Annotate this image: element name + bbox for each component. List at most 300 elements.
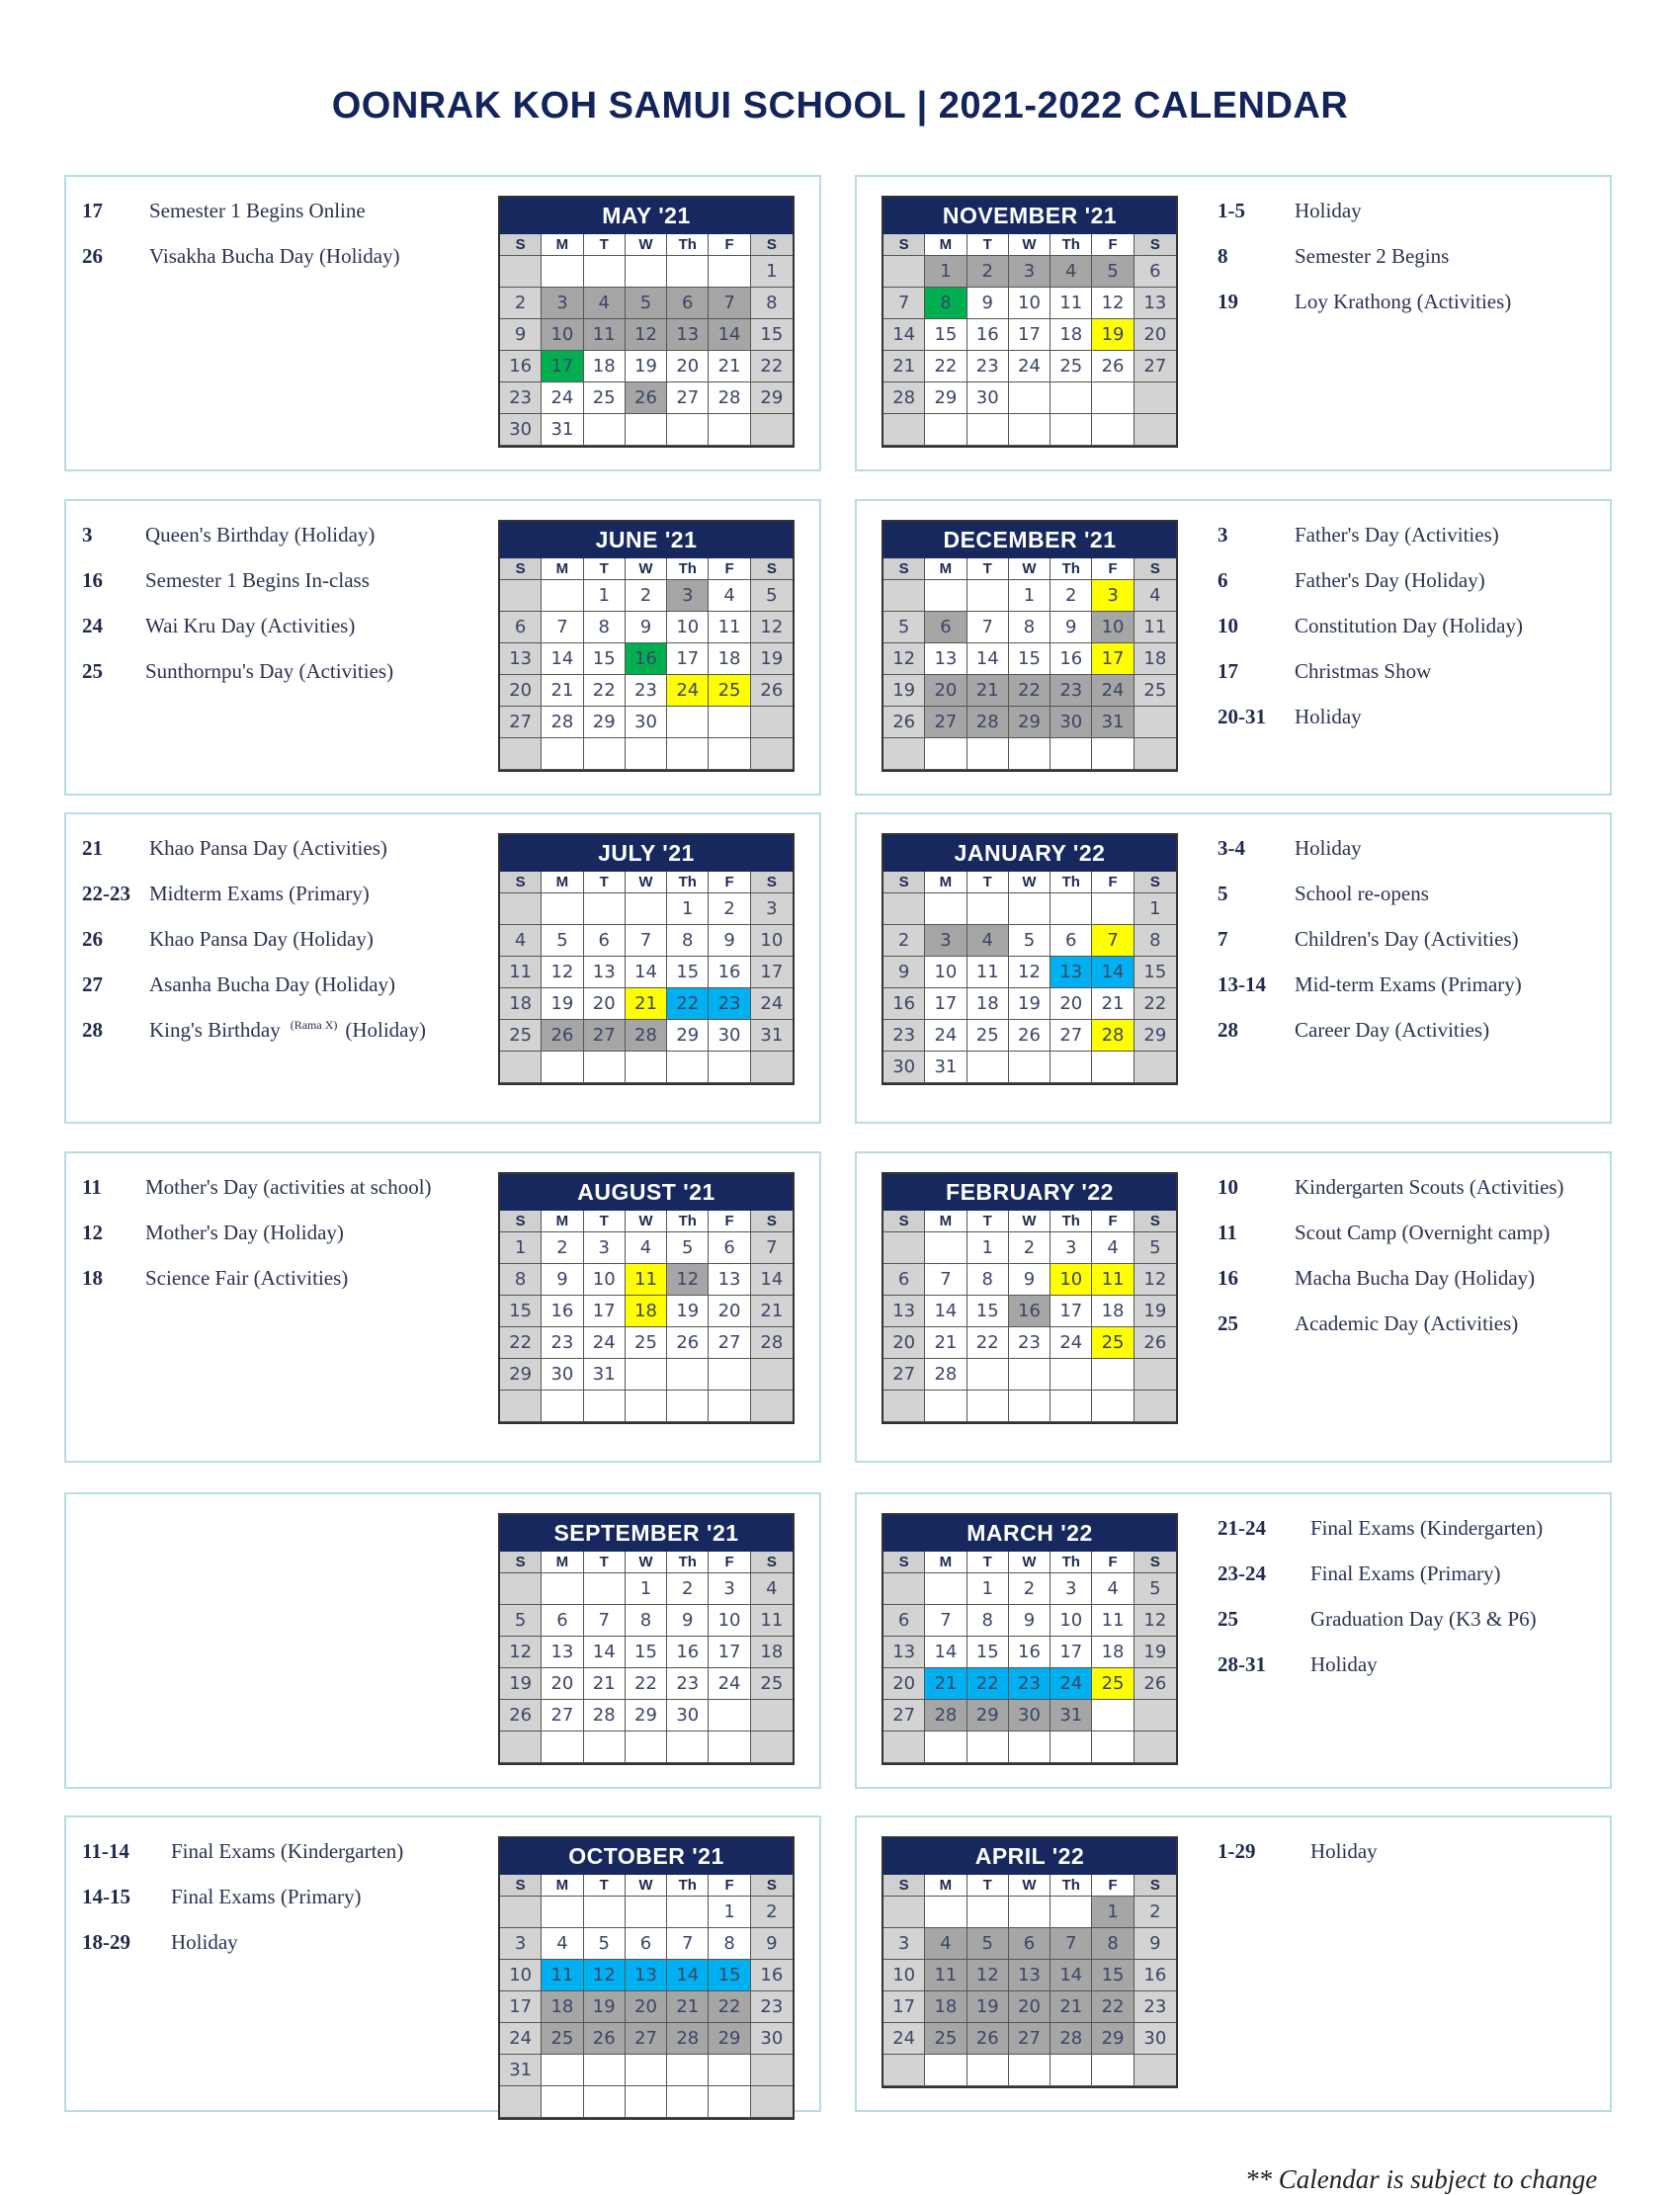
weekday-header: S bbox=[1134, 1552, 1176, 1573]
month-section-jun21 bbox=[64, 499, 821, 796]
day-cell: 12 bbox=[751, 612, 793, 643]
empty-cell bbox=[1050, 1897, 1092, 1928]
day-cell: 1 bbox=[500, 1232, 542, 1264]
day-cell: 26 bbox=[542, 1020, 583, 1052]
event-item bbox=[1218, 568, 1603, 614]
day-cell: 28 bbox=[925, 1359, 966, 1391]
day-cell: 26 bbox=[1134, 1668, 1176, 1700]
events-list bbox=[1218, 523, 1603, 750]
day-cell: 5 bbox=[626, 288, 667, 319]
day-grid bbox=[883, 234, 1176, 446]
day-cell: 1 bbox=[925, 256, 966, 288]
events-list bbox=[1218, 1175, 1603, 1357]
day-cell: 31 bbox=[1092, 707, 1134, 738]
day-cell: 7 bbox=[1092, 925, 1134, 957]
empty-cell bbox=[1009, 738, 1050, 770]
empty-cell bbox=[709, 2055, 750, 2086]
event-description: Khao Pansa Day (Holiday) bbox=[149, 927, 374, 951]
empty-cell bbox=[584, 1731, 626, 1763]
day-cell: 20 bbox=[667, 351, 709, 382]
event-description: School re-opens bbox=[1295, 882, 1429, 905]
day-cell: 27 bbox=[883, 1359, 925, 1391]
empty-cell bbox=[500, 1052, 542, 1083]
weekday-header: S bbox=[751, 1552, 793, 1573]
day-cell: 12 bbox=[626, 319, 667, 351]
event-description: Scout Camp (Overnight camp) bbox=[1295, 1221, 1551, 1244]
day-cell: 2 bbox=[1134, 1897, 1176, 1928]
weekday-header: W bbox=[1009, 1875, 1050, 1897]
day-cell: 7 bbox=[542, 612, 583, 643]
empty-cell bbox=[542, 1391, 583, 1422]
day-cell: 17 bbox=[542, 351, 583, 382]
event-description: Mother's Day (activities at school) bbox=[145, 1175, 432, 1199]
empty-cell bbox=[1050, 893, 1092, 925]
weekday-header: W bbox=[1009, 558, 1050, 580]
empty-cell bbox=[883, 580, 925, 612]
empty-cell bbox=[925, 580, 966, 612]
day-cell: 19 bbox=[500, 1668, 542, 1700]
day-cell: 15 bbox=[500, 1296, 542, 1327]
weekday-header: S bbox=[1134, 1211, 1176, 1232]
day-cell: 6 bbox=[1050, 925, 1092, 957]
day-cell: 17 bbox=[667, 643, 709, 675]
events-list bbox=[1218, 836, 1603, 1063]
day-cell: 24 bbox=[883, 2023, 925, 2055]
empty-cell bbox=[1050, 1731, 1092, 1763]
day-cell: 23 bbox=[1134, 1991, 1176, 2023]
day-cell: 6 bbox=[542, 1605, 583, 1637]
weekday-header: T bbox=[967, 1552, 1009, 1573]
empty-cell bbox=[751, 1731, 793, 1763]
event-description: Holiday bbox=[1295, 836, 1362, 860]
day-cell: 2 bbox=[500, 288, 542, 319]
day-cell: 22 bbox=[967, 1668, 1009, 1700]
day-cell: 8 bbox=[751, 288, 793, 319]
day-cell: 5 bbox=[751, 580, 793, 612]
day-cell: 9 bbox=[1050, 612, 1092, 643]
day-cell: 26 bbox=[883, 707, 925, 738]
day-cell: 4 bbox=[626, 1232, 667, 1264]
month-calendar bbox=[882, 1513, 1178, 1765]
weekday-header: M bbox=[542, 1552, 583, 1573]
day-cell: 1 bbox=[967, 1232, 1009, 1264]
empty-cell bbox=[1092, 382, 1134, 414]
event-description: Holiday bbox=[1310, 1652, 1378, 1676]
empty-cell bbox=[1050, 414, 1092, 446]
month-section-dec21 bbox=[855, 499, 1612, 796]
month-calendar bbox=[498, 833, 795, 1085]
weekday-header: M bbox=[542, 234, 583, 256]
day-cell: 15 bbox=[1009, 643, 1050, 675]
empty-cell bbox=[584, 256, 626, 288]
empty-cell bbox=[925, 414, 966, 446]
empty-cell bbox=[1092, 1391, 1134, 1422]
event-description: Children's Day (Activities) bbox=[1295, 927, 1519, 951]
day-cell: 17 bbox=[751, 957, 793, 988]
weekday-header: S bbox=[1134, 234, 1176, 256]
weekday-header: S bbox=[883, 1211, 925, 1232]
empty-cell bbox=[1050, 738, 1092, 770]
day-cell: 12 bbox=[967, 1960, 1009, 1991]
empty-cell bbox=[883, 1391, 925, 1422]
weekday-header: W bbox=[1009, 872, 1050, 893]
day-cell: 1 bbox=[626, 1573, 667, 1605]
day-cell: 26 bbox=[1009, 1020, 1050, 1052]
day-cell: 5 bbox=[1092, 256, 1134, 288]
weekday-header: Th bbox=[667, 872, 709, 893]
weekday-header: Th bbox=[667, 1552, 709, 1573]
weekday-header: Th bbox=[1050, 234, 1092, 256]
day-cell: 4 bbox=[584, 288, 626, 319]
day-cell: 28 bbox=[883, 382, 925, 414]
day-cell: 24 bbox=[1092, 675, 1134, 707]
month-title: DECEMBER '21 bbox=[883, 522, 1176, 558]
empty-cell bbox=[709, 738, 750, 770]
weekday-header: Th bbox=[667, 234, 709, 256]
events-list bbox=[82, 523, 477, 705]
weekday-header: Th bbox=[1050, 1875, 1092, 1897]
day-cell: 6 bbox=[883, 1264, 925, 1296]
day-cell: 26 bbox=[967, 2023, 1009, 2055]
day-cell: 19 bbox=[1134, 1296, 1176, 1327]
empty-cell bbox=[626, 1731, 667, 1763]
day-cell: 23 bbox=[709, 988, 750, 1020]
day-cell: 30 bbox=[1134, 2023, 1176, 2055]
month-section-sep21 bbox=[64, 1492, 821, 1789]
day-cell: 1 bbox=[1092, 1897, 1134, 1928]
day-cell: 28 bbox=[1092, 1020, 1134, 1052]
event-date: 25 bbox=[82, 659, 103, 683]
day-grid bbox=[883, 558, 1176, 770]
day-cell: 30 bbox=[667, 1700, 709, 1731]
day-cell: 17 bbox=[1050, 1637, 1092, 1668]
day-cell: 15 bbox=[584, 643, 626, 675]
day-cell: 25 bbox=[967, 1020, 1009, 1052]
day-cell: 9 bbox=[751, 1928, 793, 1960]
day-cell: 9 bbox=[883, 957, 925, 988]
day-cell: 11 bbox=[500, 957, 542, 988]
month-title: OCTOBER '21 bbox=[500, 1838, 793, 1875]
weekday-header: T bbox=[584, 1552, 626, 1573]
event-date: 28 bbox=[82, 1018, 103, 1042]
event-item bbox=[1218, 705, 1603, 750]
month-title: MARCH '22 bbox=[883, 1515, 1176, 1552]
day-cell: 19 bbox=[967, 1991, 1009, 2023]
event-item bbox=[82, 1175, 477, 1221]
event-date: 17 bbox=[1218, 659, 1238, 683]
month-title: AUGUST '21 bbox=[500, 1174, 793, 1211]
day-cell: 13 bbox=[709, 1264, 750, 1296]
page-title: OONRAK KOH SAMUI SCHOOL | 2021-2022 CALENDAR bbox=[331, 85, 1349, 127]
day-cell: 1 bbox=[967, 1573, 1009, 1605]
day-cell: 20 bbox=[1009, 1991, 1050, 2023]
event-date: 22-23 bbox=[82, 882, 130, 905]
day-cell: 28 bbox=[925, 1700, 966, 1731]
event-item bbox=[1218, 1562, 1603, 1607]
empty-cell bbox=[667, 1391, 709, 1422]
month-section-nov21 bbox=[855, 175, 1612, 471]
day-cell: 7 bbox=[925, 1264, 966, 1296]
day-cell: 3 bbox=[1050, 1232, 1092, 1264]
empty-cell bbox=[626, 2055, 667, 2086]
empty-cell bbox=[1092, 738, 1134, 770]
day-cell: 31 bbox=[584, 1359, 626, 1391]
empty-cell bbox=[1134, 1052, 1176, 1083]
day-cell: 26 bbox=[1134, 1327, 1176, 1359]
events-list bbox=[82, 836, 477, 1063]
day-cell: 8 bbox=[1134, 925, 1176, 957]
empty-cell bbox=[967, 1897, 1009, 1928]
day-cell: 8 bbox=[667, 925, 709, 957]
weekday-header: T bbox=[584, 234, 626, 256]
day-cell: 2 bbox=[1009, 1573, 1050, 1605]
empty-cell bbox=[667, 414, 709, 446]
day-cell: 19 bbox=[1092, 319, 1134, 351]
event-description: Loy Krathong (Activities) bbox=[1295, 290, 1512, 313]
event-item bbox=[82, 1930, 477, 1976]
event-item bbox=[82, 1018, 477, 1063]
day-cell: 11 bbox=[542, 1960, 583, 1991]
day-cell: 20 bbox=[925, 675, 966, 707]
weekday-header: F bbox=[1092, 1552, 1134, 1573]
day-cell: 13 bbox=[626, 1960, 667, 1991]
weekday-header: S bbox=[500, 1211, 542, 1232]
empty-cell bbox=[500, 256, 542, 288]
empty-cell bbox=[883, 1897, 925, 1928]
empty-cell bbox=[967, 1731, 1009, 1763]
event-description: Constitution Day (Holiday) bbox=[1295, 614, 1523, 637]
event-item bbox=[82, 614, 477, 659]
day-cell: 8 bbox=[925, 288, 966, 319]
month-calendar bbox=[498, 1836, 795, 2120]
month-calendar bbox=[882, 833, 1178, 1085]
day-cell: 29 bbox=[626, 1700, 667, 1731]
empty-cell bbox=[1092, 414, 1134, 446]
day-cell: 24 bbox=[667, 675, 709, 707]
day-cell: 7 bbox=[709, 288, 750, 319]
day-cell: 22 bbox=[626, 1668, 667, 1700]
month-title: JULY '21 bbox=[500, 835, 793, 872]
event-description-tail: (Holiday) bbox=[345, 1018, 427, 1042]
event-item bbox=[1218, 1266, 1603, 1311]
event-item bbox=[1218, 244, 1603, 290]
weekday-header: F bbox=[709, 1875, 750, 1897]
event-date: 21 bbox=[82, 836, 103, 860]
empty-cell bbox=[709, 707, 750, 738]
empty-cell bbox=[542, 580, 583, 612]
day-cell: 25 bbox=[709, 675, 750, 707]
event-date: 11 bbox=[82, 1175, 102, 1199]
empty-cell bbox=[925, 1391, 966, 1422]
event-date: 14-15 bbox=[82, 1885, 130, 1908]
day-cell: 8 bbox=[1009, 612, 1050, 643]
weekday-header: F bbox=[709, 234, 750, 256]
empty-cell bbox=[709, 256, 750, 288]
day-cell: 19 bbox=[542, 988, 583, 1020]
empty-cell bbox=[626, 1897, 667, 1928]
empty-cell bbox=[925, 1731, 966, 1763]
event-description: Semester 2 Begins bbox=[1295, 244, 1450, 268]
day-cell: 5 bbox=[667, 1232, 709, 1264]
day-cell: 14 bbox=[542, 643, 583, 675]
day-cell: 10 bbox=[1009, 288, 1050, 319]
day-cell: 16 bbox=[667, 1637, 709, 1668]
month-calendar bbox=[882, 520, 1178, 772]
day-cell: 20 bbox=[709, 1296, 750, 1327]
empty-cell bbox=[1092, 1700, 1134, 1731]
day-cell: 31 bbox=[925, 1052, 966, 1083]
event-description: Visakha Bucha Day (Holiday) bbox=[149, 244, 400, 268]
empty-cell bbox=[626, 414, 667, 446]
empty-cell bbox=[542, 2086, 583, 2118]
event-date: 28-31 bbox=[1218, 1652, 1266, 1676]
day-grid bbox=[883, 1875, 1176, 2086]
empty-cell bbox=[709, 1700, 750, 1731]
day-cell: 29 bbox=[709, 2023, 750, 2055]
weekday-header: M bbox=[542, 1875, 583, 1897]
event-date: 6 bbox=[1218, 568, 1228, 592]
event-description: King's Birthday bbox=[149, 1018, 281, 1042]
month-title: JUNE '21 bbox=[500, 522, 793, 558]
weekday-header: S bbox=[751, 872, 793, 893]
event-date: 11 bbox=[1218, 1221, 1237, 1244]
day-cell: 8 bbox=[967, 1605, 1009, 1637]
month-section-mar22 bbox=[855, 1492, 1612, 1789]
empty-cell bbox=[925, 2055, 966, 2086]
weekday-header: Th bbox=[1050, 872, 1092, 893]
event-description: Semester 1 Begins Online bbox=[149, 199, 366, 222]
day-cell: 11 bbox=[1050, 288, 1092, 319]
day-cell: 27 bbox=[709, 1327, 750, 1359]
day-cell: 6 bbox=[709, 1232, 750, 1264]
events-list bbox=[1218, 199, 1603, 335]
day-cell: 2 bbox=[667, 1573, 709, 1605]
day-cell: 29 bbox=[1009, 707, 1050, 738]
event-item bbox=[1218, 1607, 1603, 1652]
day-cell: 4 bbox=[1050, 256, 1092, 288]
empty-cell bbox=[751, 707, 793, 738]
day-cell: 25 bbox=[542, 2023, 583, 2055]
empty-cell bbox=[1134, 1731, 1176, 1763]
event-date: 17 bbox=[82, 199, 103, 222]
day-cell: 9 bbox=[709, 925, 750, 957]
day-cell: 24 bbox=[925, 1020, 966, 1052]
weekday-header: W bbox=[626, 234, 667, 256]
weekday-header: S bbox=[500, 234, 542, 256]
day-cell: 26 bbox=[1092, 351, 1134, 382]
event-description: Christmas Show bbox=[1295, 659, 1432, 683]
day-cell: 3 bbox=[883, 1928, 925, 1960]
empty-cell bbox=[584, 1897, 626, 1928]
day-cell: 21 bbox=[925, 1327, 966, 1359]
day-cell: 22 bbox=[709, 1991, 750, 2023]
day-cell: 25 bbox=[500, 1020, 542, 1052]
empty-cell bbox=[1009, 1052, 1050, 1083]
day-cell: 27 bbox=[1050, 1020, 1092, 1052]
day-cell: 21 bbox=[542, 675, 583, 707]
day-cell: 20 bbox=[1050, 988, 1092, 1020]
weekday-header: S bbox=[883, 234, 925, 256]
event-date: 3-4 bbox=[1218, 836, 1245, 860]
weekday-header: Th bbox=[667, 1875, 709, 1897]
empty-cell bbox=[751, 738, 793, 770]
event-date: 3 bbox=[1218, 523, 1228, 547]
event-description: Asanha Bucha Day (Holiday) bbox=[149, 972, 396, 996]
empty-cell bbox=[584, 1052, 626, 1083]
day-cell: 20 bbox=[883, 1668, 925, 1700]
event-date: 18-29 bbox=[82, 1930, 130, 1954]
empty-cell bbox=[883, 1573, 925, 1605]
day-cell: 24 bbox=[1050, 1327, 1092, 1359]
weekday-header: T bbox=[967, 872, 1009, 893]
day-cell: 27 bbox=[626, 2023, 667, 2055]
day-cell: 29 bbox=[925, 382, 966, 414]
empty-cell bbox=[925, 1573, 966, 1605]
day-cell: 18 bbox=[967, 988, 1009, 1020]
day-cell: 20 bbox=[584, 988, 626, 1020]
day-cell: 5 bbox=[584, 1928, 626, 1960]
day-cell: 26 bbox=[584, 2023, 626, 2055]
event-date: 1-29 bbox=[1218, 1839, 1256, 1863]
empty-cell bbox=[1134, 707, 1176, 738]
day-cell: 21 bbox=[883, 351, 925, 382]
event-date: 12 bbox=[82, 1221, 103, 1244]
day-cell: 20 bbox=[500, 675, 542, 707]
day-cell: 10 bbox=[584, 1264, 626, 1296]
day-cell: 2 bbox=[542, 1232, 583, 1264]
day-cell: 24 bbox=[1050, 1668, 1092, 1700]
day-cell: 13 bbox=[1134, 288, 1176, 319]
month-title: NOVEMBER '21 bbox=[883, 198, 1176, 234]
day-cell: 6 bbox=[667, 288, 709, 319]
event-item bbox=[1218, 523, 1603, 568]
day-cell: 4 bbox=[751, 1573, 793, 1605]
day-cell: 12 bbox=[542, 957, 583, 988]
empty-cell bbox=[542, 893, 583, 925]
day-cell: 9 bbox=[626, 612, 667, 643]
day-cell: 10 bbox=[1092, 612, 1134, 643]
day-cell: 12 bbox=[1009, 957, 1050, 988]
event-item bbox=[1218, 882, 1603, 927]
day-cell: 18 bbox=[925, 1991, 966, 2023]
weekday-header: M bbox=[542, 558, 583, 580]
weekday-header: S bbox=[751, 1211, 793, 1232]
day-cell: 17 bbox=[883, 1991, 925, 2023]
empty-cell bbox=[584, 1573, 626, 1605]
day-cell: 4 bbox=[967, 925, 1009, 957]
weekday-header: M bbox=[542, 1211, 583, 1232]
day-cell: 30 bbox=[542, 1359, 583, 1391]
month-calendar bbox=[882, 1836, 1178, 2088]
day-cell: 15 bbox=[667, 957, 709, 988]
day-cell: 15 bbox=[709, 1960, 750, 1991]
month-title: FEBRUARY '22 bbox=[883, 1174, 1176, 1211]
day-cell: 4 bbox=[542, 1928, 583, 1960]
empty-cell bbox=[1092, 893, 1134, 925]
day-cell: 12 bbox=[584, 1960, 626, 1991]
weekday-header: Th bbox=[1050, 1211, 1092, 1232]
day-cell: 8 bbox=[626, 1605, 667, 1637]
day-cell: 10 bbox=[751, 925, 793, 957]
empty-cell bbox=[883, 1232, 925, 1264]
day-cell: 3 bbox=[751, 893, 793, 925]
empty-cell bbox=[1009, 414, 1050, 446]
month-title: APRIL '22 bbox=[883, 1838, 1176, 1875]
event-item bbox=[1218, 199, 1603, 244]
day-grid bbox=[500, 234, 793, 446]
day-cell: 5 bbox=[1134, 1232, 1176, 1264]
day-cell: 30 bbox=[500, 414, 542, 446]
